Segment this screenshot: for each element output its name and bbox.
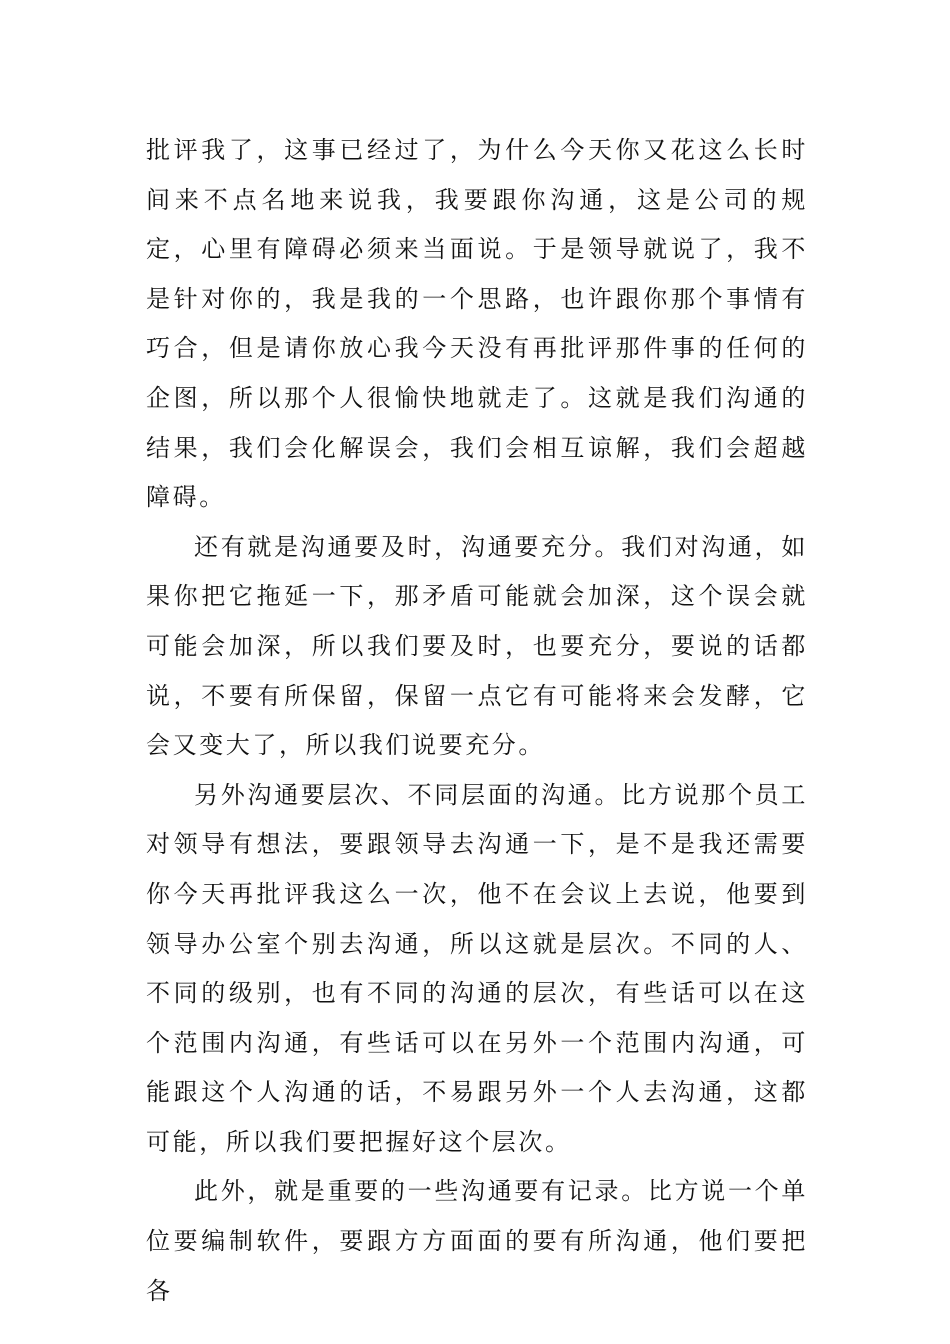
paragraph-3: 另外沟通要层次、不同层面的沟通。比方说那个员工对领导有想法，要跟领导去沟通一下，是不是我还需要你今天再批评我这么一次，他不在会议上去说，他要到领导办公室个别去沟通，所以这就是层次。不同的人、不同的级别，也有不同的沟通的层次，有些话可以在这个范围内沟通，有些话可以在另外一个范围内沟通，可能跟这个人沟通的话，不易跟另外一个人去沟通，这都可能，所以我们要把握好这个层次。 [146,780,808,1156]
paragraph-2: 还有就是沟通要及时，沟通要充分。我们对沟通，如果你把它拖延一下，那矛盾可能就会加深，这个误会就可能会加深，所以我们要及时，也要充分，要说的话都说，不要有所保留，保留一点它有可能将来会发酵，它会又变大了，所以我们说要充分。 [146,532,808,760]
paragraph-1: 批评我了，这事已经过了，为什么今天你又花这么长时间来不点名地来说我，我要跟你沟通，这是公司的规定，心里有障碍必须来当面说。于是领导就说了，我不是针对你的，我是我的一个思路，也许跟你那个事情有巧合，但是请你放心我今天没有再批评那件事的任何的企图，所以那个人很愉快地就走了。这就是我们沟通的结果，我们会化解误会，我们会相互谅解，我们会超越障碍。 [146,136,808,512]
paragraph-4: 此外，就是重要的一些沟通要有记录。比方说一个单位要编制软件，要跟方方面面的要有所沟通，他们要把各 [146,1177,808,1305]
document-body [146,126,808,1316]
